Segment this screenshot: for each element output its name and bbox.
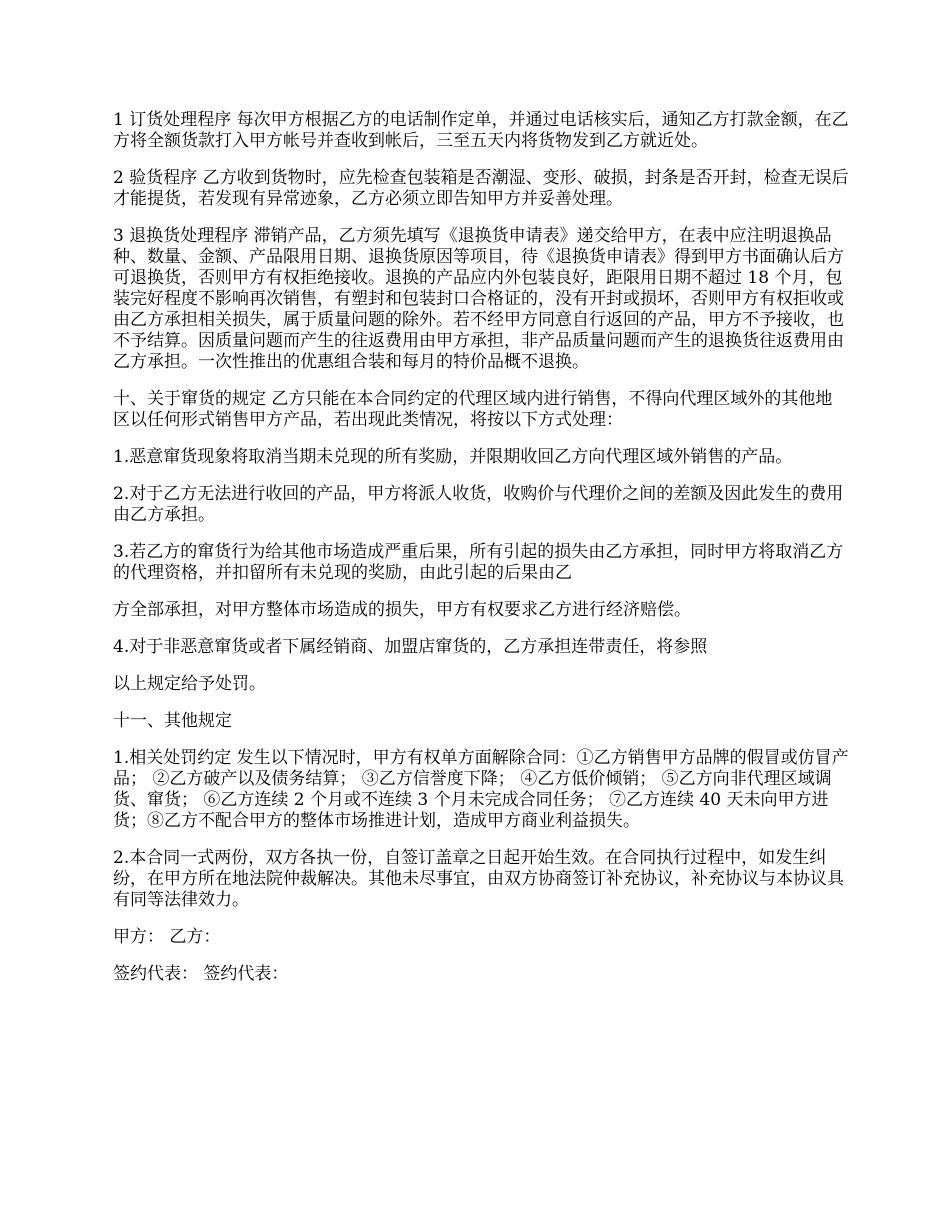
section-eleven-heading: 十一、其他规定: [113, 711, 232, 731]
cross-selling-item-4-continued: 以上规定给予处罚。: [113, 674, 266, 694]
cross-selling-item-4: 4.对于非恶意窜货或者下属经销商、加盟店窜货的，乙方承担连带责任，将参照: [113, 637, 708, 657]
clause-return-process: 3 退换货处理程序 滞销产品，乙方须先填写《退换货申请表》递交给甲方，在表中应注明退换品种、数量、金额、产品限用日期、退换货原因等项目，待《退换货申请表》得到甲方书面确认后方可退换货，否则甲方有权拒绝接收。退换的产品应内外包装良好，距限用日期不超过 18 个月，包装完好程度不影响再次销售，有塑封和包装封口合格证的，没有开封或损坏，否则甲方有权拒收或由乙方承担相关损失，属于质量问题的除外。若不经甲方同意自行返回的产品，甲方不予接收，也不予结算。因质量问题而产生的往返费用由甲方承担，非产品质量问题而产生的退换货往返费用由乙方承担。一次性推出的优惠组合装和每月的特价品概不退换。: [113, 226, 844, 372]
clause-order-process: 1 订货处理程序 每次甲方根据乙方的电话制作定单，并通过电话核实后，通知乙方打款金额，在乙方将全额货款打入甲方帐号并查收到帐后，三至五天内将货物发到乙方就近处。: [113, 110, 849, 151]
section-ten-cross-selling: 十、关于窜货的规定 乙方只能在本合同约定的代理区域内进行销售，不得向代理区域外的其他地区以任何形式销售甲方产品，若出现此类情况，将按以下方式处理：: [113, 389, 833, 430]
cross-selling-item-3: 3.若乙方的窜货行为给其他市场造成严重后果，所有引起的损失由乙方承担，同时甲方将取消乙方的代理资格，并扣留所有未兑现的奖励，由此引起的后果由乙: [113, 542, 844, 583]
cross-selling-item-1: 1.恶意窜货现象将取消当期未兑现的所有奖励，并限期收回乙方向代理区域外销售的产品。: [113, 447, 793, 467]
other-rules-item-2: 2.本合同一式两份，双方各执一份，自签订盖章之日起开始生效。在合同执行过程中，如发生纠纷，在甲方所在地法院仲裁解决。其他未尽事宜，由双方协商签订补充协议，补充协议与本协议具有同等法律效力。: [113, 848, 844, 910]
cross-selling-item-2: 2.对于乙方无法进行收回的产品，甲方将派人收货，收购价与代理价之间的差额及因此发生的费用由乙方承担。: [113, 484, 844, 525]
document-body: [113, 110, 849, 1001]
cross-selling-item-3-continued: 方全部承担，对甲方整体市场造成的损失，甲方有权要求乙方进行经济赔偿。: [113, 600, 691, 620]
clause-inspection-process: 2 验货程序 乙方收到货物时，应先检查包装箱是否潮湿、变形、破损，封条是否开封，检查无误后才能提货，若发现有异常迹象，乙方必须立即告知甲方并妥善处理。: [113, 168, 849, 209]
signature-representatives: 签约代表： 签约代表：: [113, 964, 289, 984]
signature-parties: 甲方： 乙方：: [113, 927, 221, 947]
other-rules-item-1: 1.相关处罚约定 发生以下情况时，甲方有权单方面解除合同：①乙方销售甲方品牌的假冒或仿冒产品； ②乙方破产以及债务结算； ③乙方信誉度下降； ④乙方低价倾销； ⑤乙方向非代理区域调货、窜货； ⑥乙方连续 2 个月或不连续 3 个月未完成合同任务； ⑦乙方连续 40 天未向甲方进货；⑧乙方不配合甲方的整体市场推进计划，造成甲方商业利益损失。: [113, 748, 849, 831]
